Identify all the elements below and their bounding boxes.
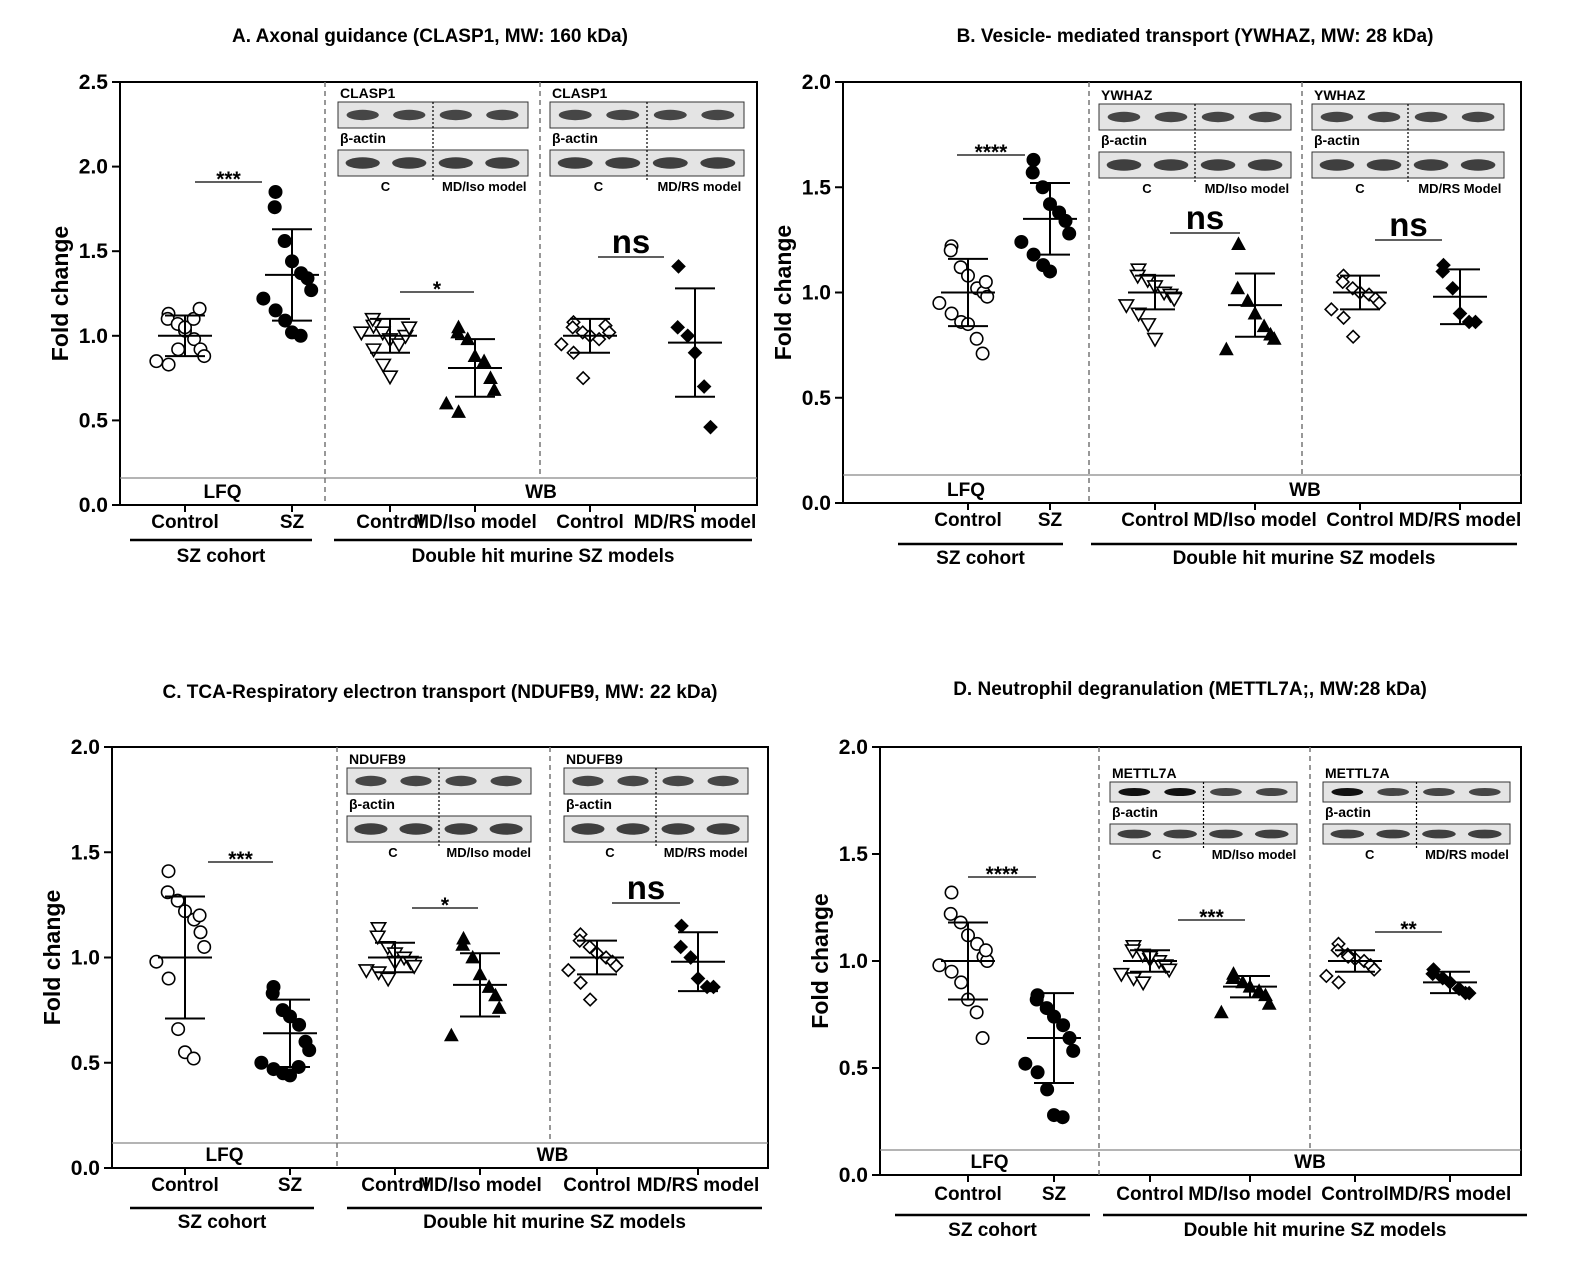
y-tick-label: 0.0 [70,1157,100,1180]
x-category-label: MD/RS model [633,512,757,533]
blot-band [485,157,519,168]
data-point [1258,320,1270,331]
x-category-label: Control [151,1175,219,1196]
panel-a [47,26,757,567]
blot-band [490,823,523,834]
group-label: SZ cohort [177,1212,267,1233]
method-label-wb: WB [525,482,557,503]
method-label-wb: WB [1289,480,1321,501]
blot-band [1423,788,1455,796]
data-point [1041,1083,1053,1095]
data-point [194,926,206,938]
method-label-lfq: LFQ [947,480,985,501]
data-point [1057,1019,1069,1031]
data-point [172,343,184,355]
data-point [383,371,397,383]
data-point [1447,282,1459,294]
blot-lane-label-control: C [605,845,615,860]
blot-lane-label-model: MD/RS model [663,845,748,860]
data-point [483,981,495,992]
y-axis-label: Fold change [39,889,65,1026]
x-category-label: MD/RS model [1398,510,1522,531]
data-point [672,321,684,333]
blot-band [1377,788,1409,796]
data-point [1063,227,1075,239]
data-point [267,987,279,999]
significance-label: * [440,894,450,917]
blot-band [662,776,693,786]
x-category-label: SZ [277,1175,303,1196]
data-point [440,397,452,408]
series-1 [255,981,317,1082]
blot-control-label: β-actin [349,796,395,812]
y-tick-label: 1.5 [70,841,100,865]
series-5 [668,260,722,433]
series-2 [1119,264,1182,346]
blot-band [400,776,431,786]
data-point [354,327,368,339]
blot-band [707,823,740,834]
data-point [1136,977,1150,989]
data-point [562,964,574,976]
y-tick-label: 1.0 [70,946,100,970]
data-point [704,421,716,433]
blot-band [1469,788,1501,796]
blot-lane-label-model: MD/RS model [657,179,742,194]
y-tick-label: 1.0 [78,324,108,348]
blot-protein-label: NDUFB9 [349,751,406,767]
y-tick-label: 1.5 [801,176,831,200]
data-point [303,1044,315,1056]
data-point [672,260,684,272]
blot-lane-label-control: C [1355,181,1365,196]
blot-band [445,776,476,786]
series-0 [933,240,995,360]
panel-title: D. Neutrophil degranulation (METTL7A;, MW:28 kDa) [953,679,1427,700]
blot-lane-label-model: MD/Iso model [442,179,527,194]
significance-label: **** [974,141,1008,164]
blot-band [1367,159,1402,170]
x-category-label: SZ [279,512,305,533]
blot-control-label: β-actin [1314,132,1360,148]
data-point [584,993,596,1005]
data-point [574,977,586,989]
y-tick-label: 2.5 [78,71,108,94]
data-point [1325,303,1337,315]
panel-title: B. Vesicle- mediated transport (YWHAZ, MW: 28 kDa) [956,26,1434,47]
y-tick-label: 0.0 [78,494,108,517]
blot-control-label: β-actin [552,130,598,146]
blot-lane-label-model: MD/RS Model [1418,181,1502,196]
blot-band [1256,788,1288,796]
data-point [488,384,500,395]
blot-band [1210,788,1242,796]
data-point [269,186,281,198]
blot-band [347,110,379,120]
blot-protein-label: YWHAZ [1101,87,1153,103]
data-point [980,276,992,288]
data-point [933,297,945,309]
x-category-label: MD/Iso model [413,512,537,533]
series-3 [440,321,502,417]
data-point [970,333,982,345]
blot-band [559,110,592,120]
blot-control-label: β-actin [340,130,386,146]
significance-label: **** [985,863,1019,886]
method-label-wb: WB [1294,1152,1326,1173]
series-2 [354,314,417,384]
series-2 [359,923,422,986]
x-category-label: MD/RS model [636,1175,760,1196]
series-3 [1220,238,1282,355]
data-point [945,886,957,898]
x-category-label: Control [556,512,624,533]
data-point [1015,236,1027,248]
blot-band [1163,830,1197,839]
blot-protein-label: CLASP1 [552,85,608,101]
series-4 [562,928,624,1006]
blot-band [1209,830,1243,839]
data-point [279,235,291,247]
panel-b [770,26,1521,569]
blot-band [1320,159,1355,170]
series-1 [1015,154,1077,278]
y-axis-label: Fold change [47,225,73,362]
data-point [1332,976,1344,988]
data-point [1044,265,1056,277]
series-4 [1325,269,1387,342]
x-category-label: Control [361,1175,429,1196]
blot-lane-label-control: C [388,845,398,860]
blot-band [1118,788,1150,796]
blot-band [491,776,522,786]
x-category-label: SZ [1041,1184,1067,1205]
blot-band [616,823,649,834]
y-tick-label: 2.0 [78,155,108,179]
data-point [1114,969,1128,981]
blot-control-label: β-actin [1101,132,1147,148]
blot-band [1414,159,1449,170]
y-tick-label: 1.0 [801,281,831,305]
blot-band [617,776,648,786]
blot-lane-label-model: MD/Iso model [446,845,531,860]
y-axis-label: Fold change [807,893,833,1029]
group-label: SZ cohort [948,1220,1037,1241]
data-point [187,1052,199,1064]
data-point [1148,334,1162,346]
data-point [955,976,967,988]
significance-label: * [432,278,442,301]
x-category-label: Control [563,1175,631,1196]
x-category-label: Control [1326,510,1394,531]
data-point [493,1002,505,1013]
blot-lane-label-control: C [380,179,391,194]
series-5 [1423,963,1477,999]
data-point [269,201,281,213]
group-label: Double hit murine SZ models [411,546,675,567]
significance-label: *** [216,168,241,191]
significance-label: *** [1199,906,1224,929]
data-point [198,941,210,953]
group-label: Double hit murine SZ models [1183,1220,1447,1241]
y-tick-label: 0.5 [70,1051,100,1075]
x-category-label: SZ [1037,510,1063,531]
data-point [1347,331,1359,343]
series-5 [1433,259,1487,328]
series-2 [1114,941,1177,990]
blot-band [1462,112,1495,122]
y-tick-label: 0.0 [838,1164,868,1187]
method-label-lfq: LFQ [205,1145,244,1166]
blot-band [1117,830,1151,839]
blot-band [1461,159,1496,170]
blot-band [606,110,639,120]
blot-band [1249,112,1282,122]
data-point [980,944,992,956]
data-point [1056,1111,1068,1123]
blot-band [1202,112,1235,122]
y-tick-label: 1.0 [838,950,868,973]
blot-band [486,110,518,120]
blot-band [445,823,478,834]
blot-protein-label: METTL7A [1325,765,1390,781]
significance-label: ns [626,869,666,906]
blot-lane-label-control: C [1365,847,1375,862]
x-category-label: Control [1321,1184,1389,1205]
x-category-label: MD/Iso model [418,1175,542,1196]
data-point [1119,300,1133,312]
group-label: Double hit murine SZ models [1172,548,1436,569]
x-category-label: MD/Iso model [1193,510,1317,531]
blot-band [1368,112,1401,122]
series-1 [257,186,319,342]
blot-band [1330,830,1364,839]
y-tick-label: 1.5 [78,240,108,264]
series-1 [1019,989,1081,1123]
data-point [1215,1006,1227,1017]
data-point [675,920,687,932]
data-point [381,973,395,985]
y-tick-label: 2.0 [70,736,100,759]
data-point [976,347,988,359]
data-point [945,908,957,920]
data-point [1337,312,1349,324]
blot-band [440,110,472,120]
data-point [1031,1066,1043,1078]
data-point [1019,1058,1031,1070]
data-point [682,330,694,342]
data-point [376,359,390,371]
data-point [1027,154,1039,166]
x-category-label: Control [934,510,1002,531]
series-0 [150,865,212,1065]
panel-title: C. TCA-Respiratory electron transport (NDUFB9, MW: 22 kDa) [162,682,718,703]
blot-protein-label: METTL7A [1112,765,1177,781]
blot-protein-label: YWHAZ [1314,87,1366,103]
blot-band [572,776,603,786]
data-point [162,865,174,877]
blot-lane-label-model: MD/Iso model [1204,181,1290,196]
blot-band [662,823,695,834]
blot-band [399,823,432,834]
data-point [698,380,710,392]
series-0 [150,303,212,371]
x-category-label: Control [1116,1184,1184,1205]
data-point [1027,166,1039,178]
panel-title: A. Axonal guidance (CLASP1, MW: 160 kDa) [232,26,628,47]
panel-c [39,682,768,1233]
data-point [970,1006,982,1018]
blot-band [1331,788,1363,796]
x-category-label: MD/Iso model [1188,1184,1312,1205]
data-point [293,1019,305,1031]
blot-band [1255,830,1289,839]
y-tick-label: 0.5 [838,1057,868,1080]
y-tick-label: 0.5 [78,409,108,433]
significance-label: *** [228,848,253,871]
data-point [1059,215,1071,227]
y-tick-label: 0.5 [801,386,831,410]
group-label: SZ cohort [936,548,1025,569]
blot-protein-label: NDUFB9 [566,751,623,767]
blot-band [558,157,593,168]
blot-band [392,157,426,168]
blot-band [571,823,604,834]
data-point [1232,282,1244,293]
blot-lane-label-control: C [593,179,604,194]
blot-band [346,157,380,168]
blot-band [605,157,640,168]
blot-band [700,157,735,168]
data-point [162,358,174,370]
blot-band [1201,159,1236,170]
y-tick-label: 2.0 [838,736,868,759]
blot-band [1376,830,1410,839]
y-tick-label: 0.0 [801,492,831,515]
data-point [577,372,589,384]
y-axis-label: Fold change [770,224,796,361]
blot-control-label: β-actin [566,796,612,812]
data-point [945,966,957,978]
blot-control-label: β-actin [1112,804,1158,820]
data-point [1067,1045,1079,1057]
data-point [976,1032,988,1044]
data-point [255,1057,267,1069]
x-category-label: Control [934,1184,1002,1205]
x-category-label: Control [151,512,219,533]
x-category-label: Control [356,512,424,533]
data-point [193,303,205,315]
method-label-wb: WB [536,1145,569,1166]
significance-label: ns [1389,206,1428,243]
blot-lane-label-control: C [1152,847,1162,862]
method-label-lfq: LFQ [203,482,242,503]
blot-band [1248,159,1283,170]
blot-band [354,823,387,834]
blot-lane-label-control: C [1142,181,1152,196]
panel-d [807,679,1527,1241]
group-label: Double hit murine SZ models [423,1212,686,1233]
blot-band [439,157,473,168]
data-point [294,330,306,342]
y-tick-label: 1.5 [838,843,868,866]
data-point [162,972,174,984]
blot-band [654,110,687,120]
method-label-lfq: LFQ [970,1152,1009,1173]
data-point [1232,238,1244,249]
series-4 [555,316,617,384]
data-point [305,284,317,296]
blot-band [1164,788,1196,796]
data-point [1141,319,1155,331]
series-5 [671,920,725,993]
x-category-label: MD/RS model [1388,1184,1512,1205]
blot-band [1154,159,1189,170]
data-point [445,1029,457,1040]
data-point [366,344,380,356]
blot-protein-label: CLASP1 [340,85,396,101]
blot-band [1422,830,1456,839]
data-point [555,338,567,350]
blot-band [1107,159,1142,170]
blot-band [393,110,425,120]
blot-control-label: β-actin [1325,804,1371,820]
data-point [452,406,464,417]
blot-lane-label-model: MD/RS model [1425,847,1509,862]
data-point [269,304,281,316]
blot-band [1108,112,1141,122]
data-point [675,941,687,953]
data-point [193,909,205,921]
significance-label: ns [1185,199,1225,236]
data-point [172,1023,184,1035]
blot-band [701,110,734,120]
blot-band [355,776,386,786]
y-tick-label: 2.0 [801,71,831,94]
blot-band [1415,112,1448,122]
data-point [945,244,957,256]
blot-band [1321,112,1354,122]
significance-label: ns [611,223,651,260]
x-category-label: Control [1121,510,1189,531]
group-label: SZ cohort [176,546,266,567]
data-point [1031,993,1043,1005]
blot-band [708,776,739,786]
series-3 [445,932,507,1040]
data-point [150,355,162,367]
blot-band [1155,112,1188,122]
blot-band [653,157,688,168]
series-0 [933,886,995,1044]
data-point [257,292,269,304]
data-point [1220,343,1232,354]
data-point [1320,970,1332,982]
data-point [484,372,496,383]
series-4 [1320,938,1382,989]
significance-label: ** [1400,918,1417,941]
series-3 [1215,968,1277,1018]
blot-lane-label-model: MD/Iso model [1211,847,1297,862]
blot-band [1468,830,1502,839]
